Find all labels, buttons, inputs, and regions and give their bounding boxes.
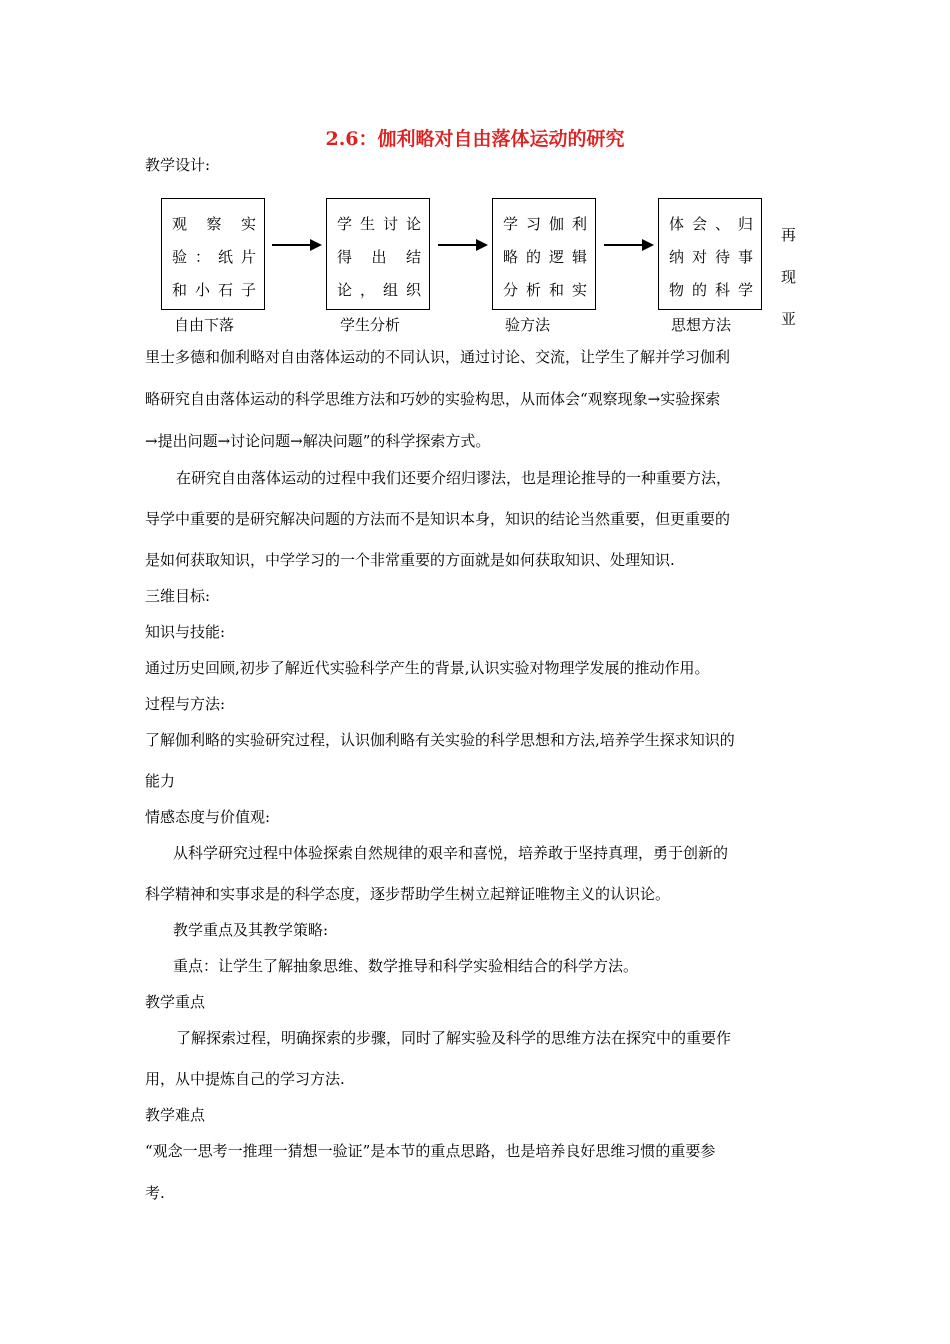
paragraph-line: 是如何获取知识，中学学习的一个非常重要的方面就是如何获取知识、处理知识. [145, 551, 675, 569]
paragraph-line: 了解探索过程，明确探索的步骤，同时了解实验及科学的思维方法在探究中的重要作 [176, 1029, 732, 1047]
flow-box-2 [326, 198, 430, 310]
side-char-1: 再 [781, 226, 797, 244]
flow-arrow-2 [438, 239, 488, 251]
heading-emotion: 情感态度与价值观: [145, 808, 271, 826]
flow-box-4-line-3: 物的科学 [669, 281, 753, 299]
paragraph-line: 导学中重要的是研究解决问题的方法而不是知识本身，知识的结论当然重要，但更重要的 [145, 510, 731, 528]
flow-arrow-3 [604, 239, 654, 251]
flow-box-1-line-3: 和小石子 [172, 281, 256, 299]
paragraph-line: 在研究自由落体运动的过程中我们还要介绍归谬法，也是理论推导的一种重要方法， [176, 469, 732, 487]
side-char-2: 现 [781, 268, 797, 286]
flow-box-3 [492, 198, 596, 310]
heading-knowledge: 知识与技能: [145, 623, 226, 641]
flow-box-4-line-1: 体会、归 [669, 215, 753, 233]
flow-box-3-line-2: 略的逻辑 [503, 248, 587, 266]
flow-box-3-line-3: 分析和实 [503, 281, 587, 299]
flow-arrow-1 [272, 239, 322, 251]
flow-box-2-line-1: 学生讨论 [337, 215, 421, 233]
paragraph-line: 科学精神和实事求是的科学态度，逐步帮助学生树立起辩证唯物主义的认识论。 [145, 885, 671, 903]
paragraph-line: 重点：让学生了解抽象思维、数学推导和科学实验相结合的科学方法。 [173, 957, 639, 975]
flow-box-3-line-1: 学习伽利 [503, 215, 587, 233]
heading-process: 过程与方法: [145, 695, 226, 713]
flow-box-2-line-3: 论，组织 [337, 281, 421, 299]
heading-difficulty: 教学难点 [145, 1106, 206, 1124]
paragraph-line: 了解伽利略的实验研究过程，认识伽利略有关实验的科学思想和方法,培养学生探求知识的 [145, 731, 735, 749]
paragraph-line: 通过历史回顾,初步了解近代实验科学产生的背景,认识实验对物理学发展的推动作用。 [145, 659, 710, 677]
flow-box-1-line-1: 观 察 实 [172, 215, 256, 233]
flow-box-1-below: 自由下落 [174, 316, 235, 334]
flow-box-2-below: 学生分析 [340, 316, 401, 334]
paragraph-line: 里士多德和伽利略对自由落体运动的不同认识，通过讨论、交流，让学生了解并学习伽利 [145, 348, 731, 366]
flow-box-3-below: 验方法 [505, 316, 551, 334]
flow-box-4-line-2: 纳对待事 [669, 248, 753, 266]
flow-box-4-below: 思想方法 [671, 316, 732, 334]
paragraph-line: 考. [145, 1184, 165, 1202]
paragraph-line: 从科学研究过程中体验探索自然规律的艰辛和喜悦，培养敢于坚持真理，勇于创新的 [173, 844, 729, 862]
paragraph-line: →提出问题→讨论问题→解决问题”的科学探索方式。 [145, 432, 491, 450]
design-label: 教学设计: [145, 156, 211, 174]
side-char-3: 亚 [781, 310, 797, 328]
paragraph-line: 用，从中提炼自己的学习方法. [145, 1070, 345, 1088]
flow-box-1-line-2: 验：纸片 [172, 248, 256, 266]
page-title: 2.6：伽利略对自由落体运动的研究 [325, 128, 625, 150]
flow-box-1 [161, 198, 265, 310]
paragraph-line: 教学重点及其教学策略: [173, 921, 329, 939]
flow-box-2-line-2: 得 出 结 [337, 248, 421, 266]
flow-box-4 [658, 198, 762, 310]
paragraph-line: “观念一思考一推理一猜想一验证”是本节的重点思路，也是培养良好思维习惯的重要参 [145, 1142, 716, 1160]
heading-goals: 三维目标: [145, 587, 211, 605]
heading-key: 教学重点 [145, 993, 206, 1011]
paragraph-line: 略研究自由落体运动的科学思维方法和巧妙的实验构思，从而体会“观察现象→实验探索 [145, 390, 721, 408]
paragraph-line: 能力 [145, 772, 176, 790]
